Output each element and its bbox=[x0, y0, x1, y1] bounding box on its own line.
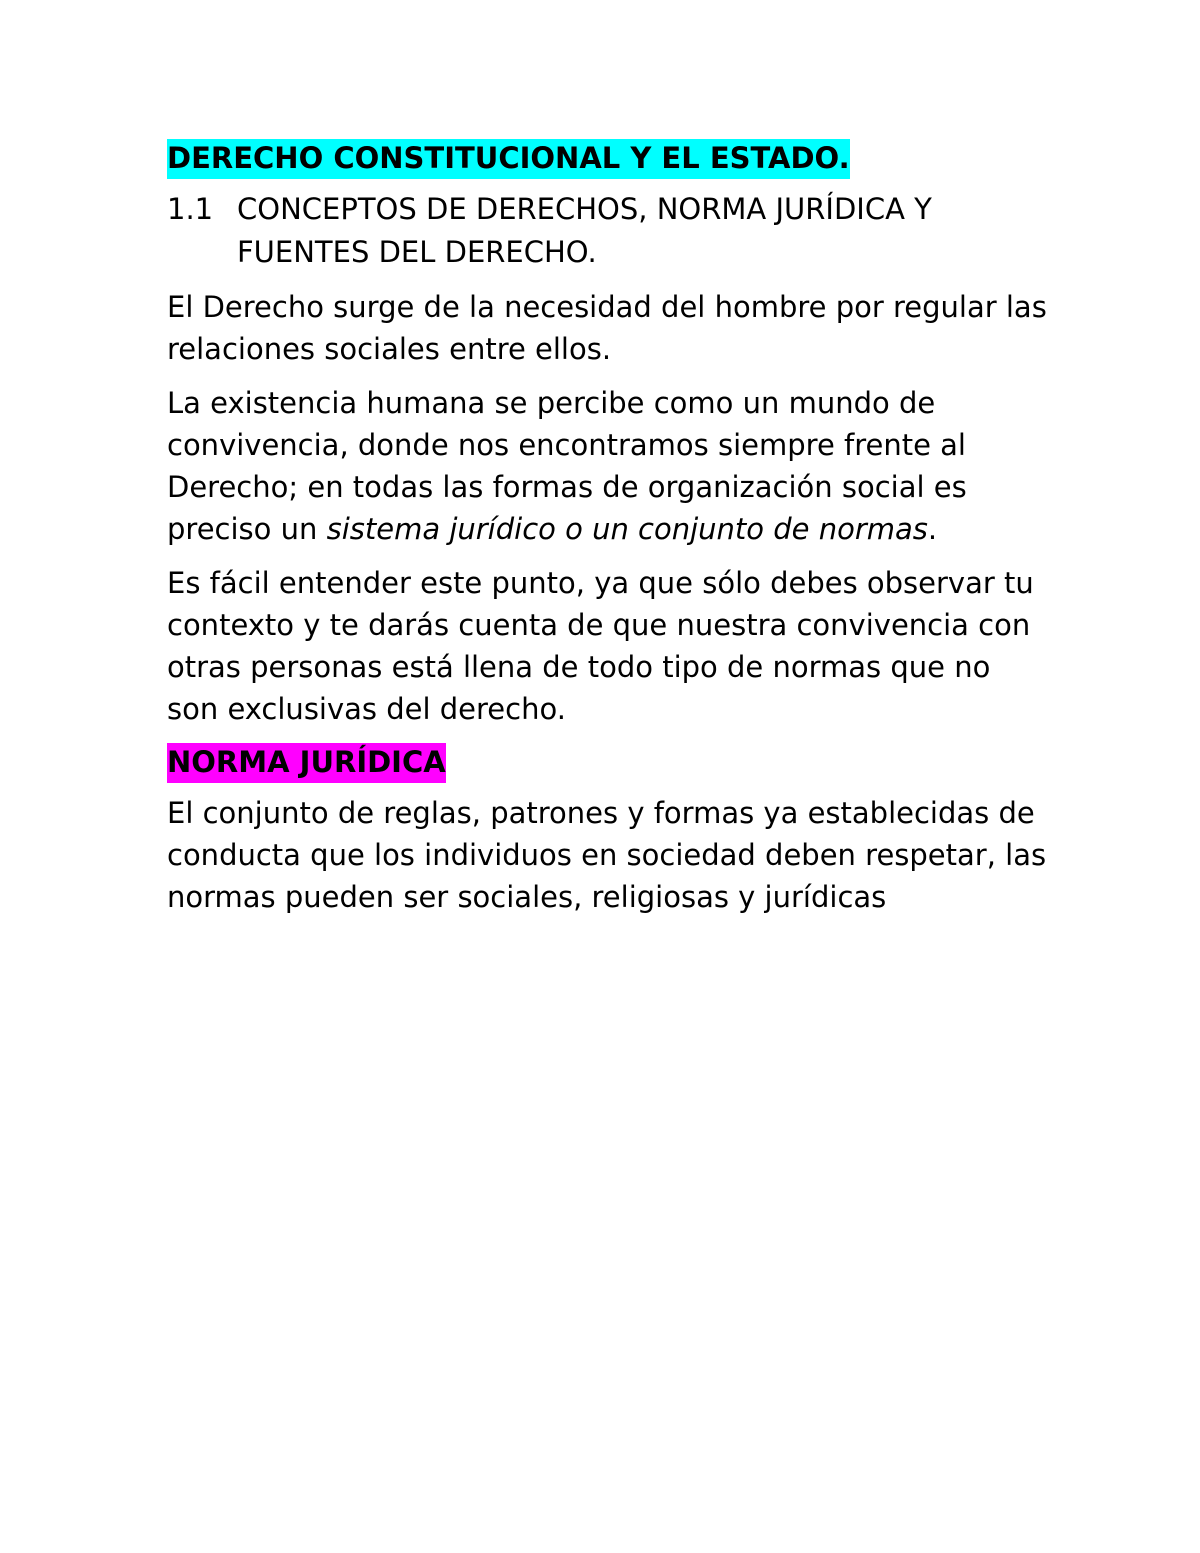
heading-norma-juridica bbox=[167, 742, 1047, 782]
paragraph-derecho-surge: El Derecho surge de la necesidad del hombre por regular las relaciones sociales entre ellos. bbox=[167, 290, 1047, 366]
document-title bbox=[167, 138, 1047, 178]
document-body bbox=[167, 138, 1047, 930]
section-number: 1.1 bbox=[167, 192, 214, 226]
paragraph-existencia-italic: sistema jurídico o un conjunto de normas bbox=[326, 512, 928, 546]
document-title-text: DERECHO CONSTITUCIONAL Y EL ESTADO. bbox=[167, 139, 850, 179]
paragraph-existencia-text: La existencia humana se percibe como un mundo de convivencia, donde nos encontramos siempre frente al Derecho; en todas las formas de organización social es preciso un bbox=[167, 386, 967, 546]
section-list-item bbox=[167, 188, 1047, 274]
paragraph-facil-entender: Es fácil entender este punto, ya que sólo debes observar tu contexto y te darás cuenta de que nuestra convivencia con otras personas está llena de todo tipo de normas que no son exclusivas del derecho. bbox=[167, 566, 1034, 726]
heading-norma-juridica-text: NORMA JURÍDICA bbox=[167, 743, 446, 783]
paragraph-conjunto-reglas: El conjunto de reglas, patrones y formas ya establecidas de conducta que los individuos en sociedad deben respetar, las normas pueden ser sociales, religiosas y jurídicas bbox=[167, 796, 1047, 914]
paragraph-existencia-end: . bbox=[927, 512, 938, 546]
paragraph-existencia-humana bbox=[167, 382, 1047, 550]
section-heading: CONCEPTOS DE DERECHOS, NORMA JURÍDICA Y FUENTES DEL DERECHO. bbox=[237, 192, 932, 269]
